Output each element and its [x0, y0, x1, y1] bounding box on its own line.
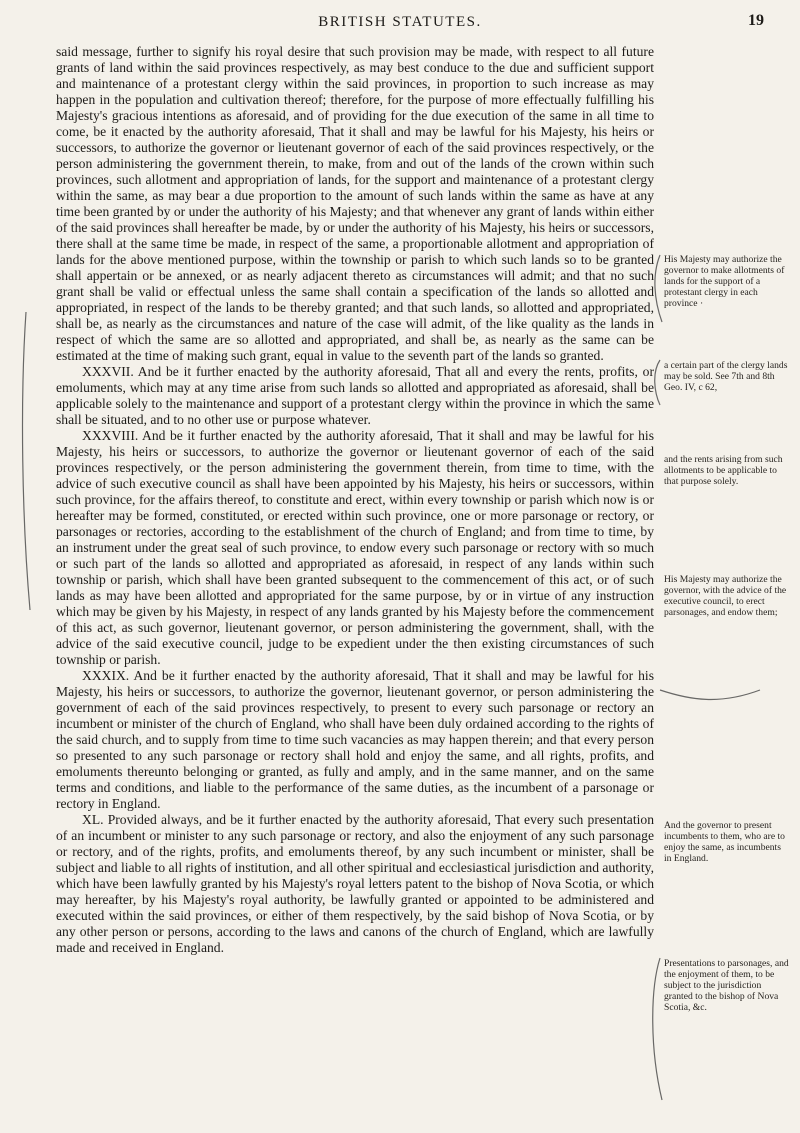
section-xxxix: XXXIX. And be it further enacted by the authority aforesaid, That it shall and may be lawful for his Majesty, his heirs or successors, to authorize the governor, lieutenant governor, or person administering the government of each of the said provinces respectively, to present to every such parsonage or rectory an incumbent or minister of the church of England, who shall have been duly ordained according to the rights of the said church, and to supply from time to time such vacancies as may happen therein; and that every person so presented to any such parsonage or rectory shall hold and enjoy the same, and all rights, profits, and emoluments thereunto belonging or granted, as fully and amply, and in the same manner, and on the same terms and conditions, and liable to the performance of the same duties, as the incumbent of a parsonage or rectory in England.: [56, 668, 654, 811]
section-xxxvii: XXXVII. And be it further enacted by the authority aforesaid, That all and every the rents, profits, or emoluments, which may at any time arise from such lands so allotted and appropriated as aforesaid, shall be applicable solely to the maintenance and support of a protestant clergy within the province in which the same shall be situated, and to no other use or purpose whatever.: [56, 364, 654, 427]
sidenote-clergy-lands-sold: a certain part of the clergy lands may be sold. See 7th and 8th Geo. IV, c 62,: [664, 360, 788, 393]
sidenote-parsonages: His Majesty may authorize the governor, with the advice of the executive council, to erect parsonages, and endow them;: [664, 574, 787, 618]
sidenote-present-incumbents: And the governor to present incumbents to them, who are to enjoy the same, as incumbents in England.: [664, 820, 785, 864]
paragraph-message-continued: said message, further to signify his royal desire that such provision may be made, with respect to all future grants of land within the said provinces respectively, as may best conduce to the due and sufficient support and maintenance of a protestant clergy within the said provinces, in proportion to such increase as may happen in the population and cultivation thereof; therefore, for the purpose of more effectually fulfilling his Majesty's gracious intentions as aforesaid, and of providing for the due execution of the same in all time to come, be it enacted by the authority aforesaid, That it shall and may be lawful for his Majesty, his heirs or successors, to authorize the governor or lieutenant governor of each of the said provinces respectively, or the person administering the government therein, to make, from and out of the lands of the crown within such provinces, such allotment and appropriation of lands, for the support and maintenance of a protestant clergy within the same, as may bear a due proportion to the amount of such lands within the same as have at any time been granted by or under the authority of his Majesty; and that whenever any grant of lands within either of the said provinces shall hereafter be made, by or under the authority of his Majesty, his heirs or successors, there shall at the same time be made, in respect of the same, a proportionable allotment and appropriation of lands for the above mentioned purpose, within the township or parish to which such lands so to be granted shall appertain or be annexed, or as nearly adjacent thereto as circumstances will admit; and that no such grant shall be valid or effectual unless the same shall contain a specification of the lands so allotted and appropriated, in respect of the lands to be thereby granted; and that such lands, so allotted and appropriated, shall be, as nearly as the circumstances and nature of the case will admit, of the like quality as the lands in respect of which the same are so allotted and appropriated, and shall be, as nearly as the same can be estimated at the time of making such grant, equal in value to the seventh part of the lands so granted.: [56, 44, 654, 363]
sidenote-allotments: His Majesty may authorize the governor to make allotments of lands for the support of a protestant clergy in each province ·: [664, 254, 785, 309]
body-text: [56, 44, 654, 956]
sidenote-bracket-3: [653, 958, 662, 1100]
margin-bracket-left: [23, 312, 30, 610]
page-number: 19: [748, 12, 764, 29]
sidenote-rents: and the rents arising from such allotments to be applicable to that purpose solely.: [664, 454, 783, 487]
page-header: [0, 8, 800, 36]
section-xxxviii: XXXVIII. And be it further enacted by the authority aforesaid, That it shall and may be lawful for his Majesty, his heirs or successors, to authorize the governor or lieutenant governor of each of the said provinces respectively, or the person administering the government therein, from time to time, with the advice of such executive council as shall have been appointed by his Majesty, his heirs or successors, within such province, for the affairs thereof, to constitute and erect, within every township or parish which now is or hereafter may be formed, constituted, or erected within such province, one or more parsonage or rectory, or parsonages or rectories, according to the establishment of the church of England; and from time to time, by an instrument under the great seal of such province, to endow every such parsonage or rectory with so much or such part of the lands so allotted and appropriated as aforesaid, in respect of any lands within such township or parish, which shall have been granted subsequent to the commencement of this act, or of such lands as may have been allotted and appropriated for the same purpose, by or in virtue of any instruction which may be given by his Majesty, in respect of any lands granted by his Majesty before the commencement of this act, as such governor, lieutenant governor, or person administering the government, shall, with the advice of the said executive council, judge to be expedient under the then existing circumstances of such township or parish.: [56, 428, 654, 667]
running-title: BRITISH STATUTES.: [318, 14, 482, 30]
sidenote-bracket-2: [655, 360, 660, 405]
pencil-signature-stroke: [660, 690, 760, 699]
sidenote-bracket-1: [655, 255, 662, 322]
sidenote-presentations: Presentations to parsonages, and the enjoyment of them, to be subject to the jurisdiction granted to the bishop of Nova Scotia, &c.: [664, 958, 789, 1013]
section-xl: XL. Provided always, and be it further enacted by the authority aforesaid, That every such presentation of an incumbent or minister to any such parsonage or rectory, and also the enjoyment of any such parsonage or rectory, and of the rights, profits, and emoluments thereof, by any such incumbent or minister, shall be subject and liable to all rights of institution, and all other spiritual and ecclesiastical jurisdiction and authority, which have been lawfully granted by his Majesty's royal letters patent to the bishop of Nova Scotia, or which may hereafter, by his Majesty's royal authority, be lawfully granted or appointed to be administered and executed within the said provinces, or either of them respectively, by the said bishop of Nova Scotia, or by any other person or persons, according to the laws and canons of the church of England, which are lawfully made and received in England.: [56, 812, 654, 955]
